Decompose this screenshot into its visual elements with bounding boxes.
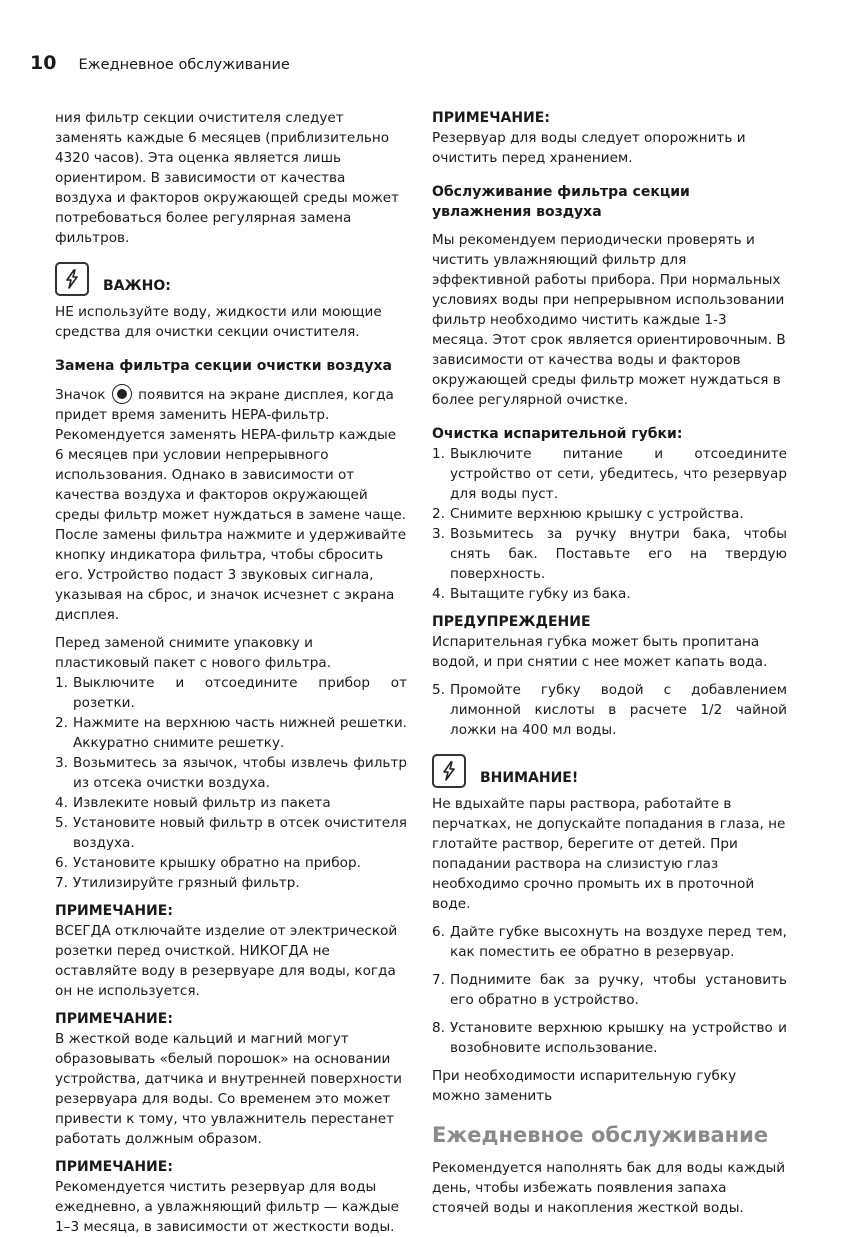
- note2-label: ПРИМЕЧАНИЕ:: [55, 1011, 173, 1027]
- warning-icon: [432, 754, 466, 788]
- list-item: 3. Возьмитесь за ручку внутри бака, чтобы снять бак. Поставьте его на твердую поверхность.: [432, 526, 787, 582]
- list-item: 8. Установите верхнюю крышку на устройство и возобновите использование.: [432, 1020, 787, 1056]
- note3-text: Рекомендуется чистить резервуар для воды ежедневно, а увлажняющий фильтр — каждые 1–3 месяца, в зависимости от жесткости воды.: [55, 1179, 399, 1235]
- note1-label: ПРИМЕЧАНИЕ:: [55, 903, 173, 919]
- note2-text: В жесткой воде кальций и магний могут образовывать «белый порошок» на основании устройства, датчика и внутренней поверхности резервуара для воды. Со временем это может привести к тому, что увлажнитель перестанет работать должным образом.: [55, 1031, 402, 1147]
- replace-steps-list: [55, 673, 407, 893]
- list-item: 7. Поднимите бак за ручку, чтобы установить его обратно в устройство.: [432, 972, 787, 1008]
- list-item: 5. Установите новый фильтр в отсек очистителя воздуха.: [55, 815, 407, 851]
- humid-filter-text: Мы рекомендуем периодически проверять и чистить увлажняющий фильтр для эффективной работы прибора. При нормальных условиях воды при непрерывном использовании фильтр необходимо чистить каждые 1-3 месяца. Этот срок является ориентировочным. В зависимости от качества воды и факторов окружающей среды фильтр может нуждаться в более регулярной очистке.: [432, 232, 786, 408]
- list-item: 2. Нажмите на верхнюю часть нижней решетки. Аккуратно снимите решетку.: [55, 715, 407, 751]
- page-number: 10: [30, 52, 57, 74]
- warning-text: Испарительная губка может быть пропитана водой, и при снятии с нее может капать вода.: [432, 634, 768, 670]
- replace-filter-paragraph: [55, 384, 407, 625]
- step7-list: [432, 970, 787, 1010]
- list-item: 1. Выключите и отсоедините прибор от розетки.: [55, 675, 407, 711]
- attention-text: Не вдыхайте пары раствора, работайте в перчатках, не допускайте попадания в глаза, не глотайте раствор, берегите от детей. При попадании раствора на слизистую глаз необходимо срочно промыть их в проточной воде.: [432, 796, 786, 912]
- list-item: 3. Возьмитесь за язычок, чтобы извлечь фильтр из отсека очистки воздуха.: [55, 755, 407, 791]
- step5-list: [432, 680, 787, 740]
- replace-text-after-icon: появится на экране дисплея, когда придет время заменить HEPA-фильтр. Рекомендуется заменять HEPA-фильтр каждые 6 месяцев при условии непрерывного использования. Однако в зависимости от качества воздуха и факторов окружающей среды фильтр может нуждаться в замене чаще. После замены фильтра нажмите и удерживайте кнопку индикатора фильтра, чтобы сбросить его. Устройство подаст 3 звуковых сигнала, указывая на сброс, и значок исчезнет с экрана дисплея.: [55, 387, 407, 623]
- list-item: 6. Установите крышку обратно на прибор.: [55, 855, 361, 871]
- humid-filter-heading: Обслуживание фильтра секции увлажнения воздуха: [432, 184, 690, 220]
- attention-callout: [432, 754, 787, 788]
- list-item: 4. Вытащите губку из бака.: [432, 586, 631, 602]
- list-item: 2. Снимите верхнюю крышку с устройства.: [432, 506, 744, 522]
- storage-note-label: ПРИМЕЧАНИЕ:: [432, 110, 550, 126]
- before-replace-paragraph: Перед заменой снимите упаковку и пластиковый пакет с нового фильтра.: [55, 635, 332, 671]
- warning-label: ПРЕДУПРЕЖДЕНИЕ: [432, 614, 591, 630]
- step8-list: [432, 1018, 787, 1058]
- list-item: 6. Дайте губке высохнуть на воздухе перед тем, как поместить ее обратно в резервуар.: [432, 924, 787, 960]
- daily-maintenance-text: Рекомендуется наполнять бак для воды каждый день, чтобы избежать появления запаха стоячей воды и накопления жесткой воды.: [432, 1160, 786, 1216]
- important-text: НЕ используйте воду, жидкости или моющие средства для очистки секции очистителя.: [55, 304, 382, 340]
- step6-list: [432, 922, 787, 962]
- attention-label: ВНИМАНИЕ!: [480, 770, 579, 786]
- warning-icon: [55, 262, 89, 296]
- right-column: [432, 108, 787, 1218]
- list-item: 4. Извлеките новый фильтр из пакета: [55, 795, 331, 811]
- running-title: Ежедневное обслуживание: [78, 57, 290, 73]
- sponge-heading: Очистка испарительной губки:: [432, 426, 683, 442]
- list-item: 5. Промойте губку водой с добавлением лимонной кислоты в расчете 1/2 чайной ложки на 400 мл воды.: [432, 682, 787, 738]
- storage-note-text: Резервуар для воды следует опорожнить и очистить перед хранением.: [432, 130, 746, 166]
- sponge-steps-list: [432, 444, 787, 604]
- important-label: ВАЖНО:: [103, 278, 171, 294]
- replace-text-before-icon: Значок: [55, 387, 106, 403]
- note1-text: ВСЕГДА отключайте изделие от электрической розетки перед очисткой. НИКОГДА не оставляйте воду в резервуаре для воды, когда он не используется.: [55, 923, 398, 999]
- intro-paragraph: ния фильтр секции очистителя следует заменять каждые 6 месяцев (приблизительно 4320 часов). Эта оценка является лишь ориентиром. В зависимости от качества воздуха и факторов окружающей среды может потребоваться более регулярная замена фильтров.: [55, 110, 400, 246]
- note3-label: ПРИМЕЧАНИЕ:: [55, 1159, 173, 1175]
- list-item: 7. Утилизируйте грязный фильтр.: [55, 875, 300, 891]
- replace-filter-heading: Замена фильтра секции очистки воздуха: [55, 358, 392, 374]
- replace-sponge-note: При необходимости испарительную губку можно заменить: [432, 1068, 737, 1104]
- left-column: [55, 108, 407, 1237]
- important-callout: [55, 262, 407, 296]
- filter-indicator-icon: [112, 384, 132, 404]
- list-item: 1. Выключите питание и отсоедините устройство от сети, убедитесь, что резервуар для воды пуст.: [432, 446, 787, 502]
- daily-maintenance-heading: Ежедневное обслуживание: [432, 1123, 769, 1147]
- page-header: [30, 52, 290, 74]
